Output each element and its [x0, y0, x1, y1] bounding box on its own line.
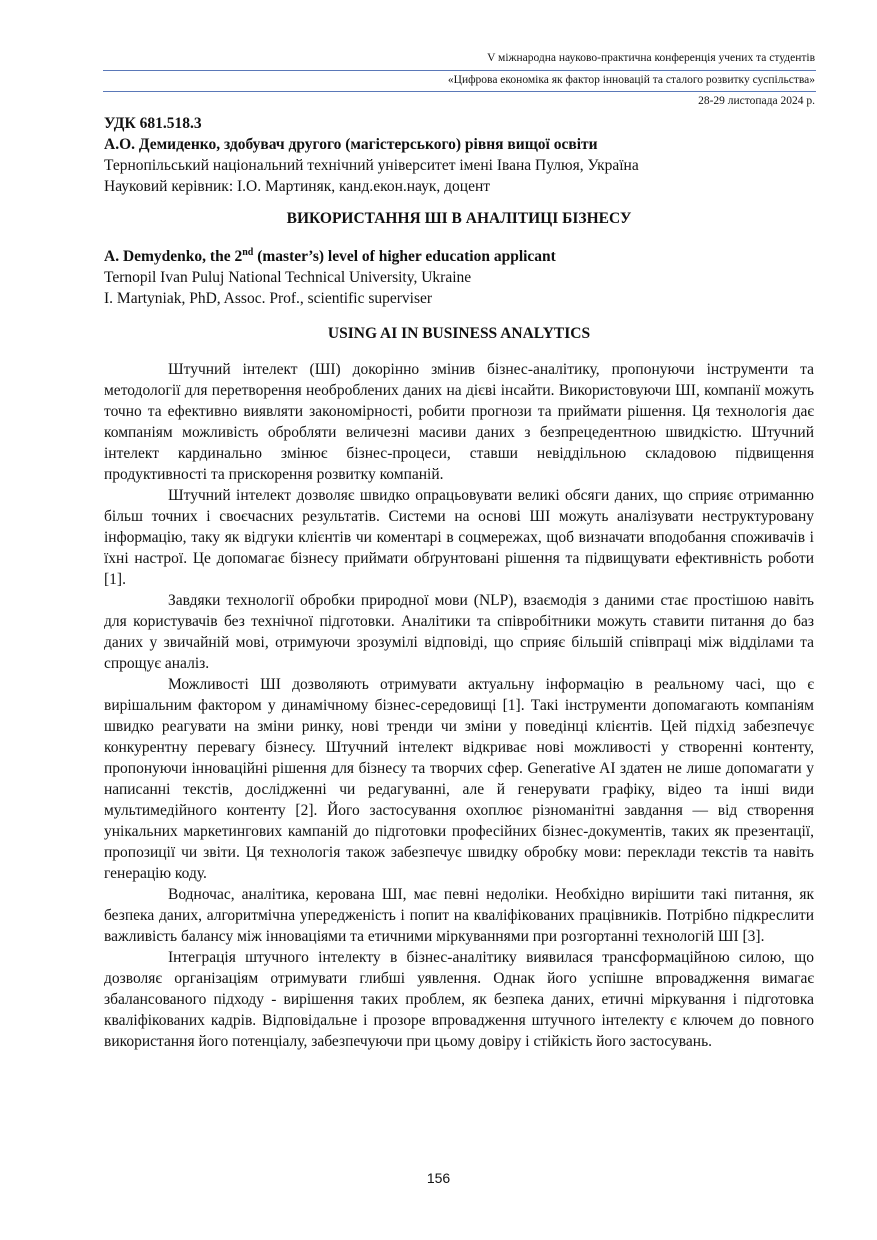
- en-author-block: [104, 246, 814, 309]
- body-paragraph: Водночас, аналітика, керована ШІ, має певні недоліки. Необхідно вирішити такі питання, як безпека даних, алгоритмічна упередженість і попит на кваліфікованих працівників. Потрібно підкреслити важливість балансу між інноваціями та етичними міркуваннями при розгортанні технологій ШІ [3].: [104, 886, 814, 945]
- ua-author: А.О. Демиденко, здобувач другого (магістерського) рівня вищої освіти: [104, 136, 598, 153]
- ua-author-block: [104, 113, 814, 197]
- body-paragraph: Штучний інтелект (ШІ) докорінно змінив бізнес-аналітику, пропонуючи інструменти та методології для перетворення необроблених даних на дієві інсайти. Використовуючи ШІ, компанії можуть точно та ефективно виявляти закономірності, робити прогнози та приймати рішення. Ця технологія дає компаніям можливість обробляти величезні масиви даних з безпрецедентною швидкістю. Штучний інтелект кардинально змінює бізнес-процеси, ставши невіддільною складовою підвищення продуктивності та прискорення розвитку компаній.: [104, 361, 814, 483]
- ua-affiliation: Тернопільський національний технічний університет імені Івана Пулюя, Україна: [104, 157, 639, 174]
- running-header-date: 28-29 листопада 2024 р.: [698, 95, 815, 107]
- page-number: 156: [426, 1170, 451, 1186]
- running-header-conference: V міжнародна науково-практична конференція учених та студентів: [487, 52, 815, 64]
- en-title: USING AI IN BUSINESS ANALYTICS: [327, 325, 591, 342]
- en-author-level: (master’s) level of higher education applicant: [253, 248, 556, 265]
- en-author-superscript: nd: [242, 246, 254, 258]
- body-paragraph: Інтеграція штучного інтелекту в бізнес-аналітику виявилася трансформаційною силою, що дозволяє організаціям отримувати глибші уявлення. Однак його успішне впровадження вимагає збалансованого підходу - вирішення таких проблем, як безпека даних, етичні міркування і підготовка кваліфікованих кадрів. Відповідальне і прозоре впровадження штучного інтелекту є ключем до повного використання його потенціалу, забезпечуючи при цьому довіру і стійкість його застосувань.: [104, 949, 814, 1050]
- udk-code: УДК 681.518.3: [104, 115, 202, 132]
- ua-title: ВИКОРИСТАННЯ ШІ В АНАЛІТИЦІ БІЗНЕСУ: [286, 210, 632, 227]
- en-author-name: A. Demydenko, the 2: [104, 248, 243, 265]
- body-paragraph: Можливості ШІ дозволяють отримувати актуальну інформацію в реальному часі, що є вирішальним фактором у динамічному бізнес-середовищі [1]. Такі інструменти допомагають компаніям швидко реагувати на зміни ринку, нові тренди чи зміни у поведінці клієнтів. Цей підхід забезпечує конкурентну перевагу бізнесу. Штучний інтелект відкриває нові можливості у створенні контенту, пропонуючи інноваційні рішення для бізнесу та творчих сфер. Generative AI здатен не лише допомагати у написанні текстів, дослідженні чи редагуванні, але й генерувати графіку, відео та інші види мультимедійного контенту [2]. Його застосування охоплює різноманітні завдання — від створення унікальних маркетингових кампаній до підготовки професійних бізнес-документів, таких як презентації, пропозиції чи звіти. Ця технологія також забезпечує швидку обробку мови: переклади текстів та навіть генерацію коду.: [104, 676, 814, 882]
- header-rule: [103, 70, 816, 71]
- body-paragraph: Завдяки технології обробки природної мови (NLP), взаємодія з даними стає простішою навіть для користувачів без технічної підготовки. Аналітики та співробітники можуть ставити питання до баз даних у звичайній мові, отримуючи зрозумілі відповіді, що сприяє більшій співпраці між відділами та спрощує аналіз.: [104, 592, 814, 672]
- header-rule: [103, 91, 816, 92]
- body-paragraph: Штучний інтелект дозволяє швидко опрацьовувати великі обсяги даних, що сприяє отриманню більш точних і своєчасних результатів. Системи на основі ШІ можуть аналізувати неструктуровану інформацію, таку як відгуки клієнтів чи коментарі в соцмережах, щоб визначати вподобання споживачів і їхні настрої. Це допомагає бізнесу приймати обґрунтовані рішення та підвищувати ефективність роботи [1].: [104, 487, 814, 588]
- ua-supervisor: Науковий керівник: І.О. Мартиняк, канд.екон.наук, доцент: [104, 178, 491, 195]
- article-body: [104, 359, 814, 1052]
- running-header-theme: «Цифрова економіка як фактор інновацій та сталого розвитку суспільства»: [447, 74, 815, 86]
- en-affiliation: Ternopil Ivan Puluj National Technical University, Ukraine: [104, 269, 472, 286]
- en-author: [104, 246, 814, 267]
- en-supervisor: I. Martyniak, PhD, Assoc. Prof., scientific superviser: [104, 290, 433, 307]
